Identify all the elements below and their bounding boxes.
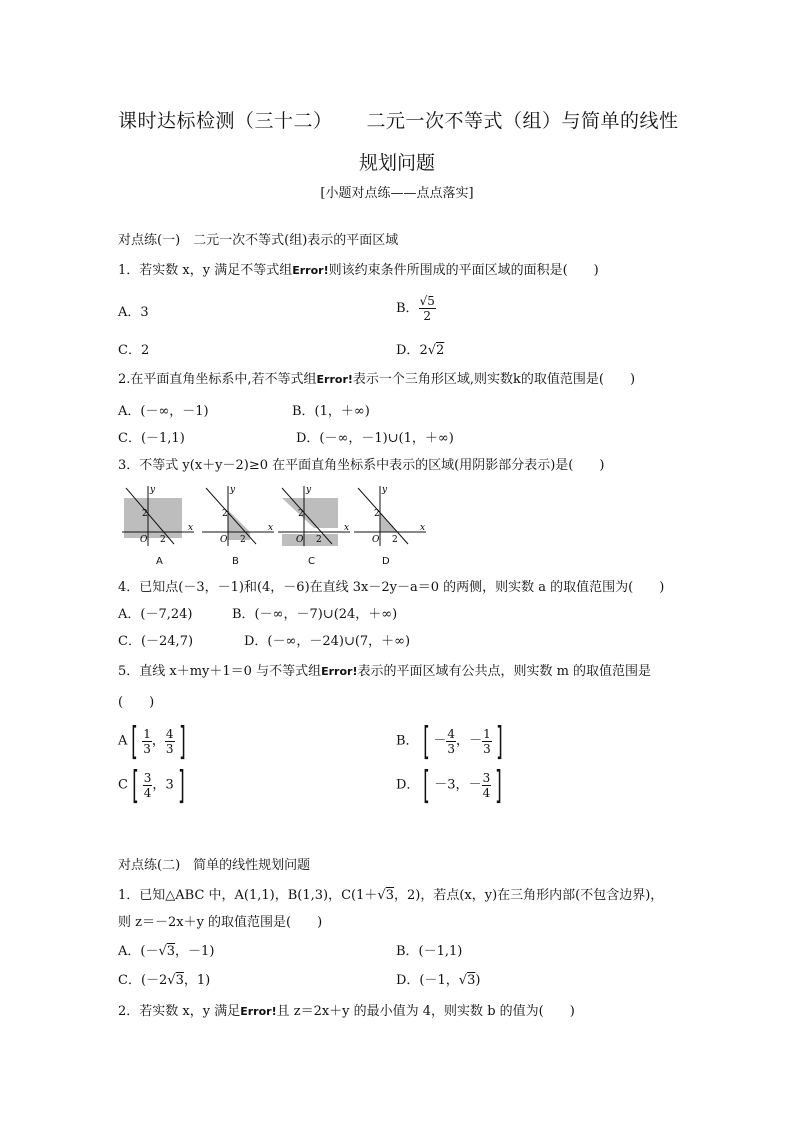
q3-figure-a bbox=[118, 484, 198, 548]
q3-label-a: A bbox=[156, 556, 163, 567]
q5-stem: 5．直线 x＋my＋1＝0 与不等式组Error!表示的平面区域有公共点，则实数 m 的取值范围是 bbox=[118, 664, 652, 679]
svg-text:O: O bbox=[220, 535, 228, 545]
q5-stem-cont: ( ) bbox=[118, 695, 155, 710]
q1-stem: 1．若实数 x，y 满足不等式组Error!则该约束条件所围成的平面区域的面积是( ) bbox=[118, 263, 599, 278]
q3-label-c: C bbox=[308, 556, 315, 567]
s2-q1-option-d: D．(－1，√3) bbox=[396, 973, 481, 988]
q1-option-c: C．2 bbox=[118, 343, 150, 358]
subtitle: [小题对点练——点点落实] bbox=[320, 186, 474, 201]
svg-text:2: 2 bbox=[240, 535, 246, 545]
x-axis-label: x bbox=[188, 523, 194, 533]
s2-q1-option-b: B．(－1,1) bbox=[396, 944, 463, 959]
svg-text:y: y bbox=[306, 485, 312, 495]
q3-figure-b bbox=[198, 484, 278, 548]
svg-text:x: x bbox=[268, 523, 274, 533]
svg-text:2: 2 bbox=[222, 509, 228, 519]
q5-option-b: B． [ － $\frac{4}{3}$ ，－ $\frac{1}{3}$ ] bbox=[396, 719, 503, 763]
y-axis-label: y bbox=[150, 485, 156, 495]
q2-option-d: D．(－∞，－1)∪(1，＋∞) bbox=[296, 431, 454, 446]
q4-option-d: D．(－∞，－24)∪(7，＋∞) bbox=[244, 634, 411, 649]
q4-option-b: B．(－∞，－7)∪(24，＋∞) bbox=[232, 607, 398, 622]
q3-label-b: B bbox=[232, 556, 239, 567]
origin-label: O bbox=[140, 535, 148, 545]
q3-stem: 3．不等式 y(x＋y－2)≥0 在平面直角坐标系中表示的区域(用阴影部分表示)是( ) bbox=[118, 458, 605, 473]
svg-text:y: y bbox=[382, 485, 388, 495]
svg-text:2: 2 bbox=[298, 509, 304, 519]
q5-option-c: C [ $\frac{3}{4}$ ，3 ] bbox=[118, 763, 185, 807]
tick-label: 2 bbox=[142, 509, 148, 519]
title-main: 课时达标检测（三十二） bbox=[118, 110, 333, 132]
q4-option-c: C．(－24,7) bbox=[118, 634, 194, 649]
svg-text:2: 2 bbox=[392, 535, 398, 545]
section2-heading: 对点练(二) 简单的线性规划问题 bbox=[118, 858, 311, 873]
q4-stem: 4．已知点(－3，－1)和(4，－6)在直线 3x－2y－a＝0 的两侧，则实数 a 的取值范围为( ) bbox=[118, 580, 665, 595]
section1-heading: 对点练(一) 二元一次不等式(组)表示的平面区域 bbox=[118, 233, 399, 248]
q3-figure-d bbox=[350, 484, 430, 548]
error-marker: Error! bbox=[292, 264, 329, 277]
q5-option-d: D． [ －3，－ $\frac{3}{4}$ ] bbox=[396, 763, 502, 807]
s2-q1-stem: 1．已知△ABC 中，A(1,1)，B(1,3)，C(1＋√3，2)，若点(x，y)在三角形内部(不包含边界)， bbox=[118, 888, 664, 903]
q4-option-a: A．(－7,24) bbox=[118, 607, 193, 622]
q1-option-d: D．2√2 bbox=[396, 343, 445, 358]
q1-option-b: B． $\frac{√5}{2}$ bbox=[396, 294, 435, 323]
s2-q1-stem-cont: 则 z＝－2x＋y 的取值范围是( ) bbox=[118, 915, 323, 930]
svg-text:2: 2 bbox=[374, 509, 380, 519]
s2-q2-stem: 2．若实数 x，y 满足Error!且 z＝2x＋y 的最小值为 4，则实数 b 的值为( ) bbox=[118, 1004, 575, 1019]
svg-text:x: x bbox=[344, 523, 350, 533]
tick-label: 2 bbox=[160, 535, 166, 545]
s2-q1-option-a: A．(－√3，－1) bbox=[118, 944, 215, 959]
q3-label-d: D bbox=[382, 556, 390, 567]
q2-option-a: A．(－∞，－1) bbox=[118, 404, 209, 419]
q3-figure-c bbox=[274, 484, 354, 548]
svg-text:O: O bbox=[372, 535, 380, 545]
title-continuation: 规划问题 bbox=[358, 152, 435, 174]
svg-text:x: x bbox=[420, 523, 426, 533]
svg-text:2: 2 bbox=[316, 535, 322, 545]
title-topic: 二元一次不等式（组）与简单的线性 bbox=[366, 110, 679, 132]
q1-option-a: A．3 bbox=[118, 305, 149, 320]
q5-option-a: A [ $\frac{1}{3}$ ， $\frac{4}{3}$ ] bbox=[118, 719, 186, 763]
svg-text:y: y bbox=[230, 485, 236, 495]
page-title bbox=[118, 106, 679, 133]
q2-option-b: B．(1，＋∞) bbox=[292, 404, 370, 419]
q2-option-c: C．(－1,1) bbox=[118, 431, 185, 446]
s2-q1-option-c: C．(－2√3，1) bbox=[118, 973, 211, 988]
svg-text:O: O bbox=[296, 535, 304, 545]
q2-stem: 2.在平面直角坐标系中,若不等式组Error!表示一个三角形区域,则实数k的取值范围是( ) bbox=[118, 372, 636, 387]
